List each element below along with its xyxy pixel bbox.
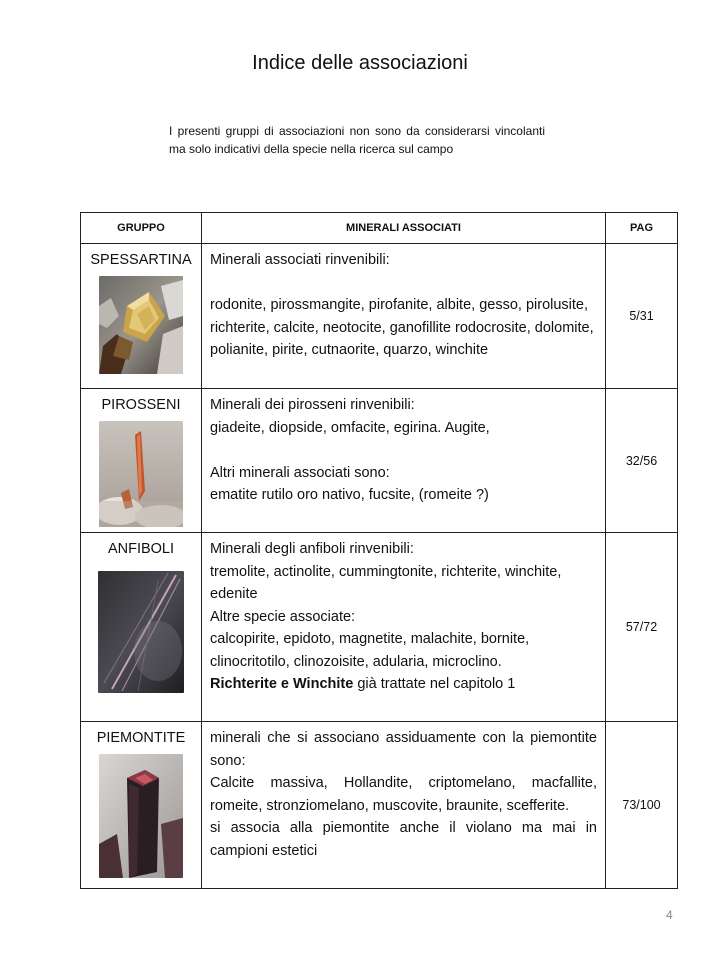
group-cell xyxy=(81,244,202,389)
page-title: Indice delle associazioni xyxy=(252,52,468,74)
pirosseni-photo xyxy=(99,421,183,527)
minerals-line: calcopirite, epidoto, magnetite, malachite, bornite, clinocritotilo, clinozoisite, adularia, microclino. xyxy=(210,631,530,670)
table-row xyxy=(81,244,678,389)
minerals-text: già trattate nel capitolo 1 xyxy=(353,676,516,692)
minerals-line: minerali che si associano assiduamente con la piemontite sono: xyxy=(210,730,597,769)
minerals-line: ematite rutilo oro nativo, fucsite, (romeite ?) xyxy=(210,487,489,503)
minerals-line: Minerali associati rinvenibili: xyxy=(210,252,390,268)
intro-text: I presenti gruppi di associazioni non sono da considerarsi vincolanti ma solo indicativi della specie nella ricerca sul campo xyxy=(169,124,545,156)
page-number: 4 xyxy=(666,908,673,922)
minerals-line: si associa alla piemontite anche il violano ma mai in campioni estetici xyxy=(210,820,597,859)
minerals-line: Calcite massiva, Hollandite, criptomelano, macfallite, romeite, stronziomelano, muscovite, braunite, scefferite. xyxy=(210,775,597,814)
minerals-line: giadeite, diopside, omfacite, egirina. Augite, xyxy=(210,419,490,436)
group-name: PIEMONTITE xyxy=(96,730,186,746)
table-header-row xyxy=(81,213,678,244)
minerals-cell xyxy=(202,244,606,389)
associations-table xyxy=(80,212,678,889)
table-row xyxy=(81,389,678,533)
spessartina-photo xyxy=(99,276,183,374)
table-row xyxy=(81,533,678,722)
pag-cell: 5/31 xyxy=(606,244,678,389)
header-pag: PAG xyxy=(606,213,678,244)
minerals-line: rodonite, pirossmangite, pirofanite, albite, gesso, pirolusite, richterite, calcite, neotocite, ganofillite rodocrosite, dolomite, polianite, pirite, cutnaorite, quarzo, winchite xyxy=(210,297,594,358)
minerals-line: tremolite, actinolite, cummingtonite, richterite, winchite, edenite xyxy=(210,563,562,602)
minerals-cell xyxy=(202,722,606,889)
group-name: SPESSARTINA xyxy=(90,252,192,268)
bold-text: Richterite e Winchite xyxy=(210,676,354,692)
minerals-line: Minerali dei pirosseni rinvenibili: xyxy=(210,397,415,413)
anfiboli-photo xyxy=(98,571,184,693)
header-group: GRUPPO xyxy=(81,213,202,244)
header-minerals: MINERALI ASSOCIATI xyxy=(202,213,606,244)
group-cell xyxy=(81,533,202,722)
minerals-line xyxy=(210,673,597,696)
minerals-line: Minerali degli anfiboli rinvenibili: xyxy=(210,541,414,557)
minerals-cell xyxy=(202,389,606,533)
pag-cell: 57/72 xyxy=(606,533,678,722)
piemontite-photo xyxy=(99,754,183,878)
pag-cell: 32/56 xyxy=(606,389,678,533)
group-name: PIROSSENI xyxy=(101,397,181,413)
group-cell xyxy=(81,389,202,533)
group-name: ANFIBOLI xyxy=(107,541,175,557)
minerals-line: Altre specie associate: xyxy=(210,608,356,625)
pag-cell: 73/100 xyxy=(606,722,678,889)
group-cell xyxy=(81,722,202,889)
table-row xyxy=(81,722,678,889)
minerals-cell xyxy=(202,533,606,722)
minerals-line: Altri minerali associati sono: xyxy=(210,464,390,481)
